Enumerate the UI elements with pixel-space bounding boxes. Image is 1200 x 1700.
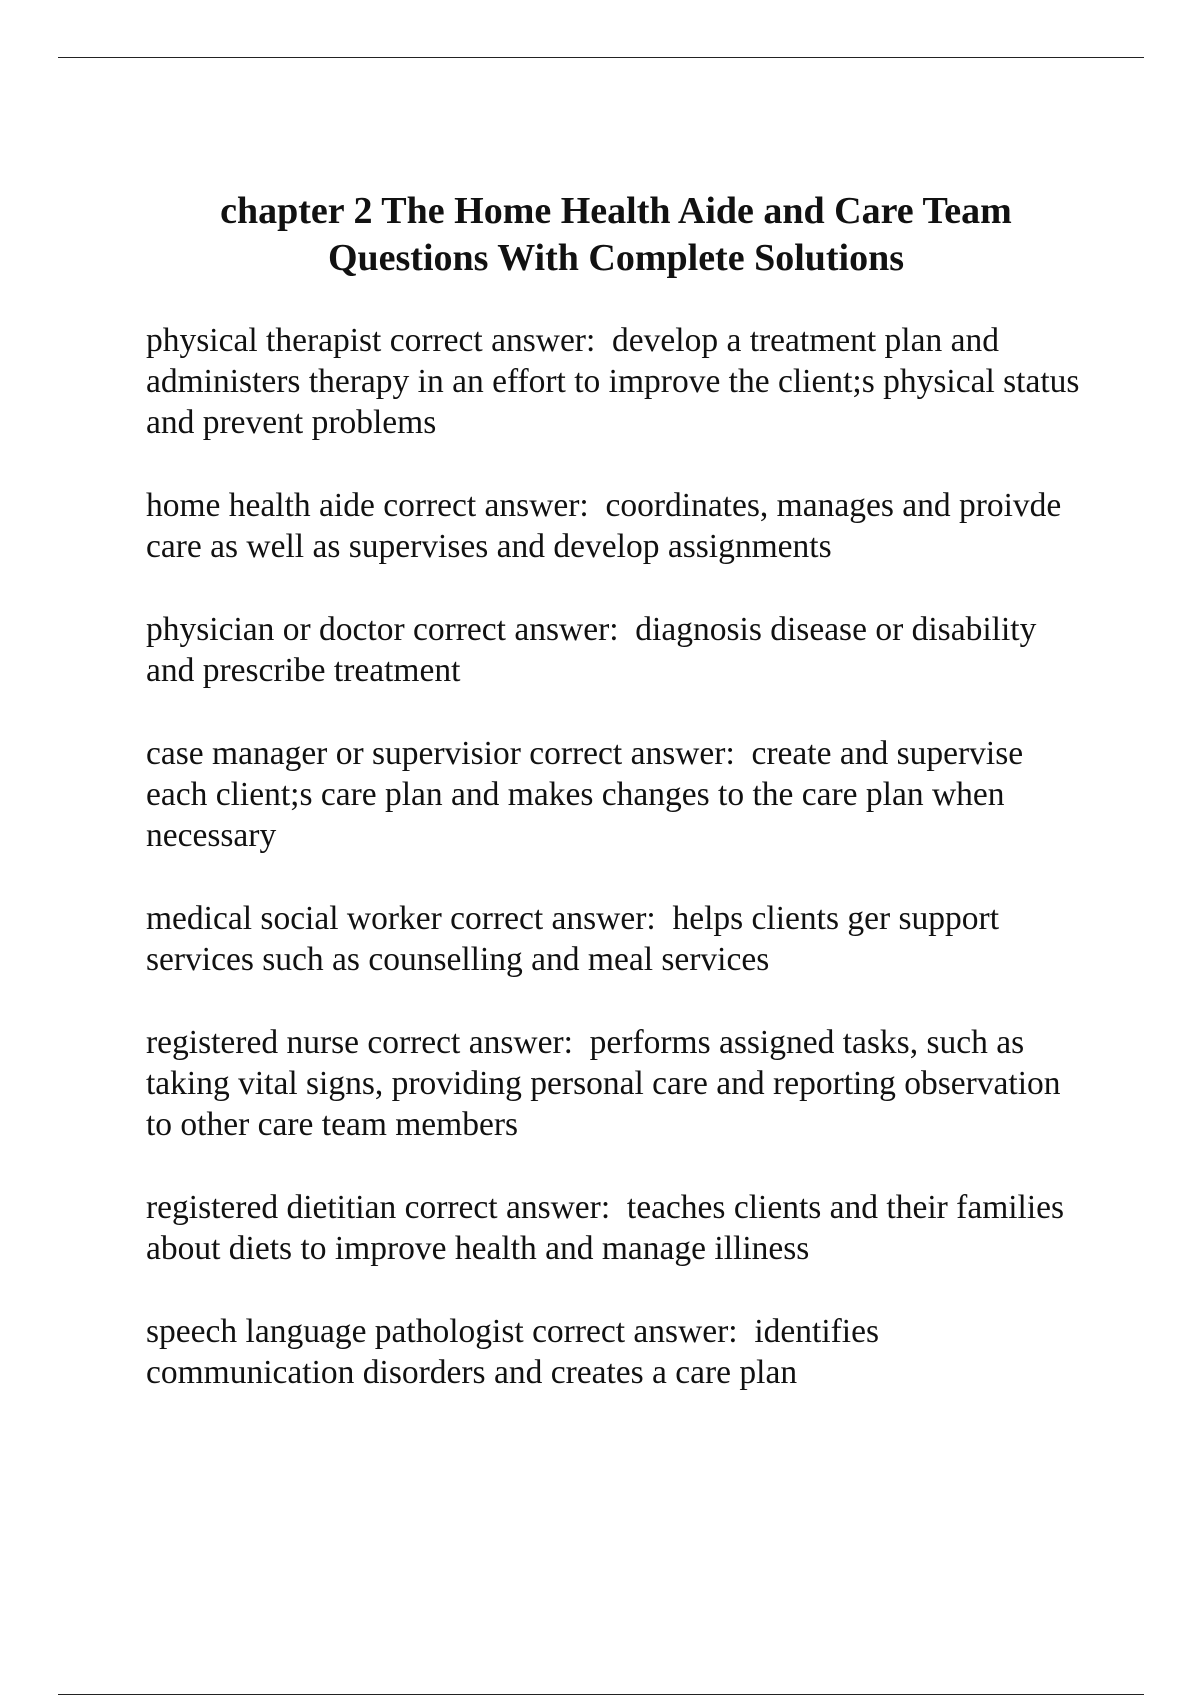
- qa-entry-physical-therapist: [146, 320, 1086, 443]
- qa-definition: create and supervise each client;s care plan and makes changes to the care plan when necessary: [146, 735, 1024, 854]
- qa-definition: identifies communication disorders and creates a care plan: [146, 1313, 880, 1391]
- qa-entry-case-manager: [146, 733, 1086, 856]
- document-title-line-1: chapter 2 The Home Health Aide and Care Team: [220, 190, 1012, 232]
- qa-entry-registered-dietitian: [146, 1187, 1086, 1269]
- document-title: [146, 188, 1086, 282]
- qa-term: registered dietitian correct answer:: [146, 1189, 611, 1226]
- qa-definition: diagnosis disease or disability and prescribe treatment: [146, 611, 1037, 689]
- qa-definition: teaches clients and their families about diets to improve health and manage illiness: [146, 1189, 1065, 1267]
- qa-term: medical social worker correct answer:: [146, 900, 656, 937]
- qa-entry-speech-language-pathologist: [146, 1311, 1086, 1393]
- qa-entry-physician: [146, 609, 1086, 691]
- qa-definition: performs assigned tasks, such as taking vital signs, providing personal care and reporting observation to other care team members: [146, 1024, 1061, 1143]
- qa-term: registered nurse correct answer:: [146, 1024, 573, 1061]
- qa-term: physical therapist correct answer:: [146, 322, 596, 359]
- document-title-line-2: Questions With Complete Solutions: [327, 237, 905, 279]
- qa-entry-medical-social-worker: [146, 898, 1086, 980]
- qa-definition: coordinates, manages and proivde care as well as supervises and develop assignments: [146, 487, 1062, 565]
- qa-definition: helps clients ger support services such as counselling and meal services: [146, 900, 1000, 978]
- document-page: [146, 188, 1086, 1435]
- bottom-divider: [58, 1694, 1144, 1695]
- top-divider: [58, 57, 1144, 58]
- qa-term: case manager or supervisior correct answer:: [146, 735, 735, 772]
- qa-term: physician or doctor correct answer:: [146, 611, 619, 648]
- qa-term: speech language pathologist correct answer:: [146, 1313, 738, 1350]
- qa-term: home health aide correct answer:: [146, 487, 589, 524]
- qa-entry-home-health-aide: [146, 485, 1086, 567]
- qa-definition: develop a treatment plan and administers therapy in an effort to improve the client;s physical status and prevent problems: [146, 322, 1080, 441]
- qa-entry-registered-nurse: [146, 1022, 1086, 1145]
